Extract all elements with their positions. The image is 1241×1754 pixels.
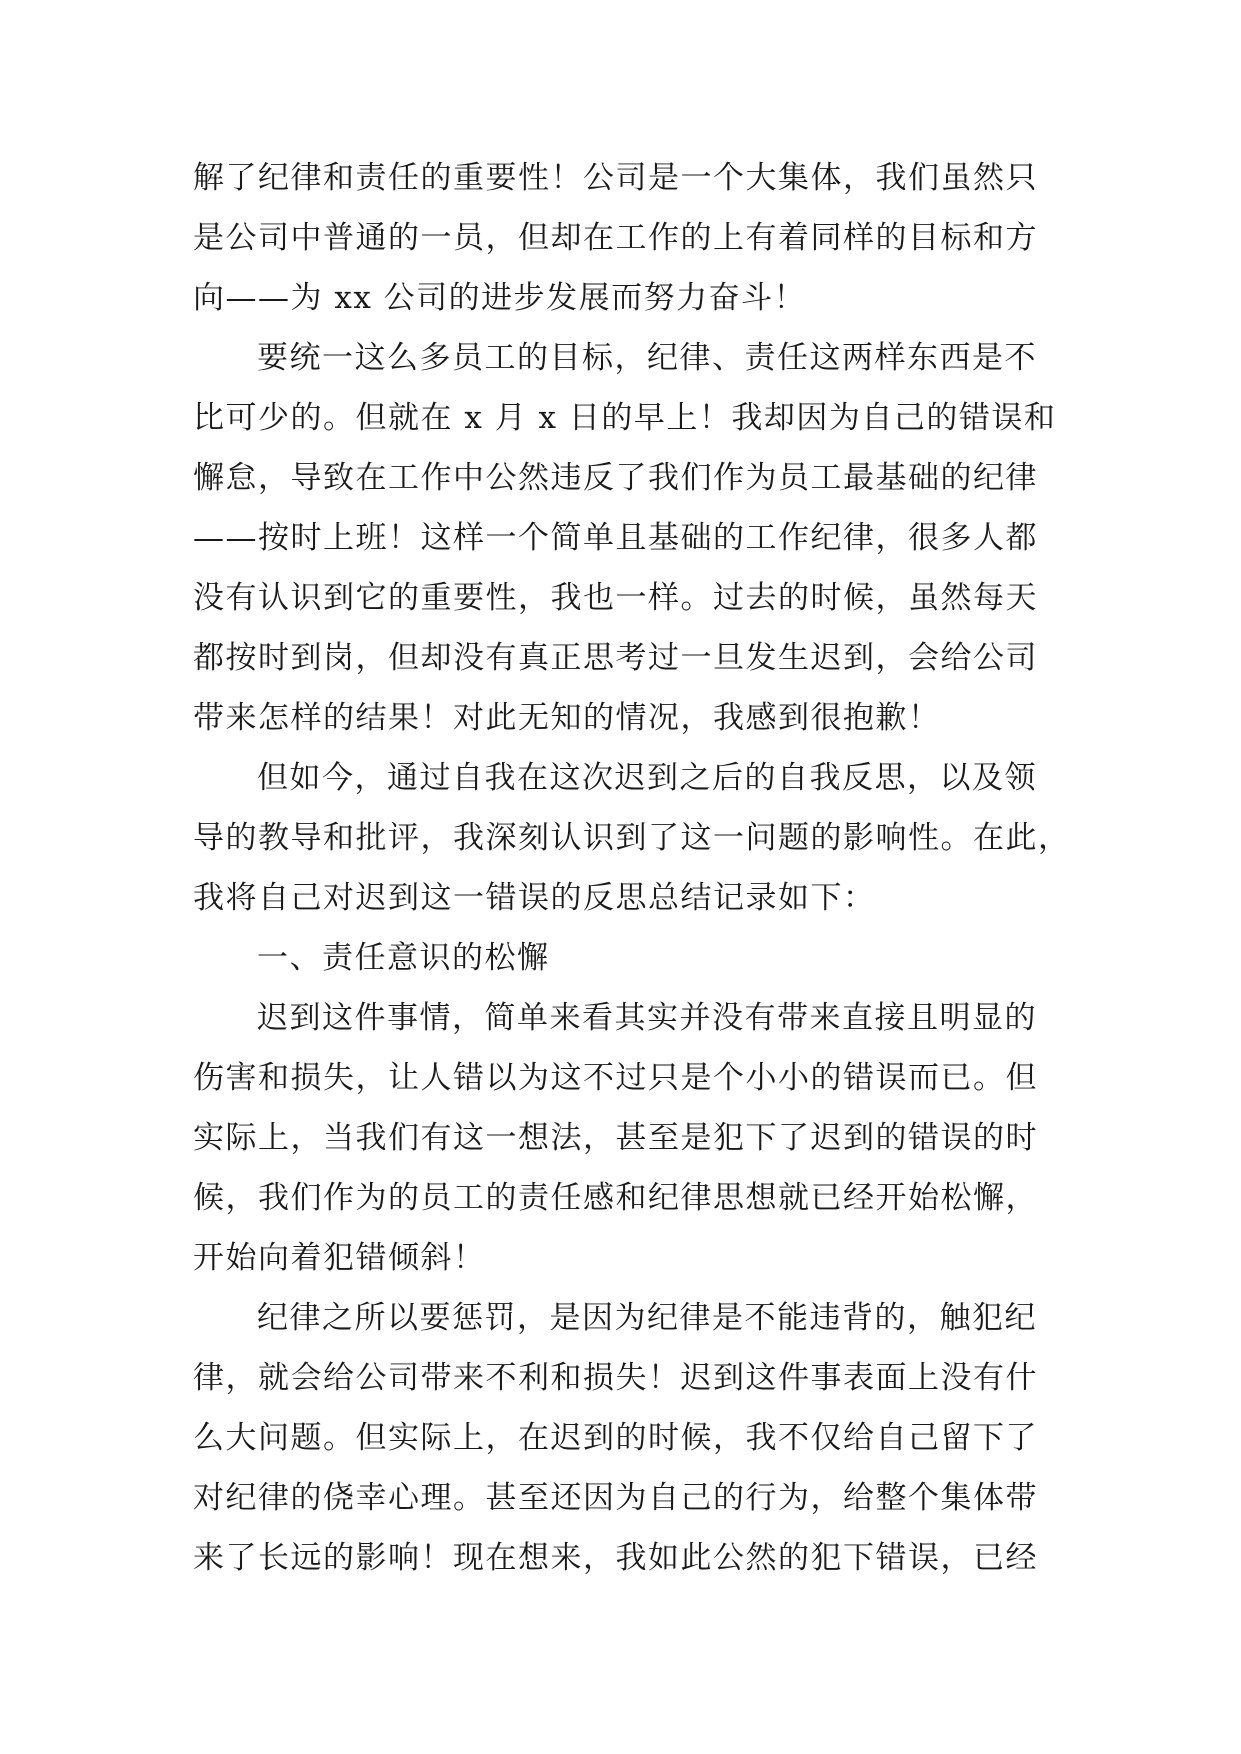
text-line: 我将自己对迟到这一错误的反思总结记录如下： bbox=[193, 880, 876, 916]
text-line: ——按时上班！这样一个简单且基础的工作纪律，很多人都 bbox=[193, 520, 1038, 556]
text-line: 实际上，当我们有这一想法，甚至是犯下了迟到的错误的时 bbox=[193, 1120, 1038, 1156]
text-line: 向——为 xx 公司的进步发展而努力奋斗！ bbox=[193, 280, 807, 316]
text-line: 对纪律的侥幸心理。甚至还因为自己的行为，给整个集体带 bbox=[193, 1480, 1038, 1516]
paragraph-start-line: 要统一这么多员工的目标，纪律、责任这两样东西是不 bbox=[257, 340, 1037, 376]
text-line: 开始向着犯错倾斜！ bbox=[193, 1240, 486, 1276]
section-heading: 一、责任意识的松懈 bbox=[257, 940, 550, 976]
text-line: 来了长远的影响！现在想来，我如此公然的犯下错误，已经 bbox=[193, 1540, 1038, 1576]
text-line: 没有认识到它的重要性，我也一样。过去的时候，虽然每天 bbox=[193, 580, 1038, 616]
text-line: 比可少的。但就在 x 月 x 日的早上！我却因为自己的错误和 bbox=[193, 400, 1057, 436]
text-line: 解了纪律和责任的重要性！公司是一个大集体，我们虽然只 bbox=[193, 160, 1038, 196]
document-body bbox=[193, 158, 1071, 1598]
text-line: 伤害和损失，让人错以为这不过只是个小小的错误而已。但 bbox=[193, 1060, 1038, 1096]
text-line: 么大问题。但实际上，在迟到的时候，我不仅给自己留下了 bbox=[193, 1420, 1038, 1456]
paragraph-start-line: 迟到这件事情，简单来看其实并没有带来直接且明显的 bbox=[257, 1000, 1037, 1036]
text-line: 带来怎样的结果！对此无知的情况，我感到很抱歉！ bbox=[193, 700, 941, 736]
text-line: 是公司中普通的一员，但却在工作的上有着同样的目标和方 bbox=[193, 220, 1038, 256]
text-line: 律，就会给公司带来不利和损失！迟到这件事表面上没有什 bbox=[193, 1360, 1038, 1396]
text-line: 懈怠，导致在工作中公然违反了我们作为员工最基础的纪律 bbox=[193, 460, 1038, 496]
text-line: 都按时到岗，但却没有真正思考过一旦发生迟到，会给公司 bbox=[193, 640, 1038, 676]
paragraph-start-line: 纪律之所以要惩罚，是因为纪律是不能违背的，触犯纪 bbox=[257, 1300, 1037, 1336]
text-line: 候，我们作为的员工的责任感和纪律思想就已经开始松懈， bbox=[193, 1180, 1038, 1216]
text-line: 导的教导和批评，我深刻认识到了这一问题的影响性。在此， bbox=[193, 820, 1071, 856]
paragraph-start-line: 但如今，通过自我在这次迟到之后的自我反思，以及领 bbox=[257, 760, 1037, 796]
